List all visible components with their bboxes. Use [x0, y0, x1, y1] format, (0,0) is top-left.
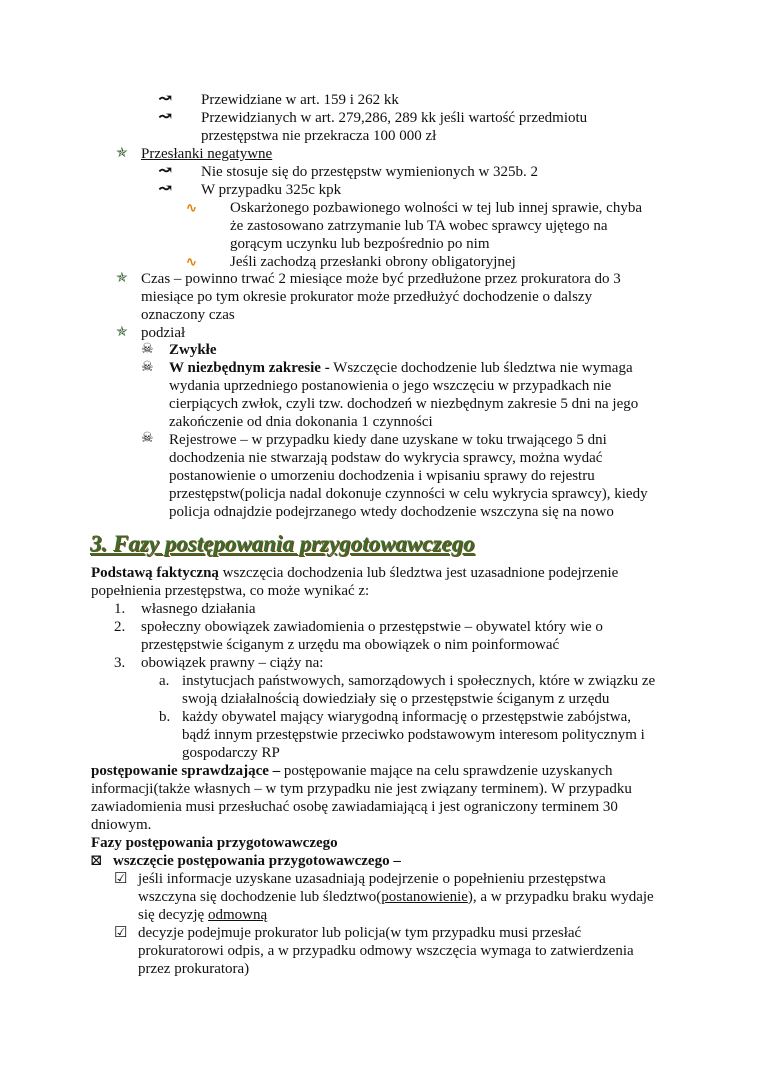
checkbox-bullet-icon: ☑ — [114, 925, 128, 941]
text-run: dochodzenia nie stwarzają podstaw do wykrycia sprawcy, — [169, 450, 520, 466]
text-line: informacji(także własnych – w tym przypadku nie jest związany terminem). W przypadku — [91, 781, 632, 797]
text-line — [138, 906, 267, 924]
underlined-term: odmowną — [207, 907, 268, 923]
text-run: wszczyna się dochodzenie lub śledztwo( — [138, 889, 382, 905]
text-line: Przewidziane w art. 159 i 262 kk — [201, 92, 399, 108]
text-run: można wydać — [519, 450, 603, 466]
list-letter: b. — [159, 709, 171, 725]
list-item: każdy obywatel mający wiarygodną informację o przestępstwie zabójstwa, — [182, 709, 631, 725]
text-line: Zwykłe — [169, 342, 217, 358]
list-item: instytucjach państwowych, samorządowych i społecznych, które w związku ze — [182, 673, 656, 689]
checkbox-bullet-icon: ☑ — [114, 871, 128, 887]
text-line: Nie stosuje się do przestępstw wymienionych w 325b. 2 — [201, 164, 539, 180]
text-line: prokuratorowi odpis, a w przypadku odmowy wszczęcia wymaga to zatwierdzenia — [138, 943, 634, 959]
bold-term: W niezbędnym zakresie - — [169, 360, 330, 376]
text-line — [91, 564, 618, 582]
text-line — [91, 762, 613, 780]
text-line: policja odnajdzie podejrzanego wtedy dochodzenie wszczyna się na nowo — [169, 504, 614, 520]
squiggle-bullet-icon: ↝ — [158, 161, 173, 180]
text-line: przestępstwa nie przekracza 100 000 zł — [201, 128, 437, 144]
text-line: popełnienia przestępstwa, co może wynikać z: — [91, 583, 370, 599]
text-line: dniowym. — [91, 817, 152, 833]
section-heading: 3. Fazy postępowania przygotowawczego — [90, 531, 475, 556]
text-run: postępowanie mające na celu sprawdzenie uzyskanych — [280, 763, 613, 779]
list-item: własnego działania — [141, 601, 256, 617]
text-line: wszczęcie postępowania przygotowawczego – — [113, 853, 401, 869]
text-line: zakończenie od dnia dokonania 1 czynności — [169, 414, 433, 430]
bold-term: postępowanie sprawdzające – — [91, 763, 281, 779]
text-line: gorącym uczynku lub bezpośrednio po nim — [230, 236, 490, 252]
skull-bullet-icon: ☠ — [141, 431, 154, 446]
text-run: przestępstw(policja nadal dokonuje czynności w celu wykrycia sprawcy), — [169, 486, 615, 502]
text-line: postanowienie o umorzeniu dochodzenia i wpisaniu sprawy do rejestru — [169, 468, 595, 484]
squiggle-bullet-icon: ↝ — [158, 89, 173, 108]
text-line: decyzje podejmuje prokurator lub policja(w tym przypadku musi przesłać — [138, 925, 582, 941]
text-run: wszczęcia dochodzenia lub śledztwa jest uzasadnione podejrzenie — [218, 565, 619, 581]
star-bullet-icon: ✯ — [116, 146, 128, 161]
list-item: swoją działalnością dowiedziały się o przestępstwie ściganym z urzędu — [182, 691, 610, 707]
text-line: że zastosowano zatrzymanie lub TA wobec sprawcy ujętego na — [230, 218, 608, 234]
underlined-term: postanowienie — [381, 889, 468, 905]
text-line: oznaczony czas — [141, 307, 235, 323]
text-line: Przewidzianych w art. 279,286, 289 kk jeśli wartość przedmiotu — [201, 110, 588, 126]
text-line: jeśli informacje uzyskane uzasadniają podejrzenie o popełnieniu przestępstwa — [138, 871, 606, 887]
list-item: społeczny obowiązek zawiadomienia o przestępstwie – obywatel który wie o — [141, 619, 603, 635]
wave-bullet-icon: ∿ — [186, 200, 197, 215]
cross-box-bullet-icon: ⊠ — [90, 853, 103, 869]
list-item: obowiązek prawny – ciąży na: — [141, 655, 324, 671]
star-bullet-icon: ✯ — [116, 271, 128, 286]
text-line: Czas – powinno trwać 2 miesiące może być przedłużone przez prokuratora do 3 — [141, 271, 621, 287]
text-run: się decyzję — [138, 907, 208, 923]
text-line: cierpiących zwłok, czyli tzw. dochodzeń w niezbędnym zakresie 5 dni na jego — [169, 396, 639, 412]
text-line: wydania uprzedniego postanowienia o jego wszczęciu w przypadkach nie — [169, 378, 612, 394]
text-run: Wszczęcie dochodzenie lub śledztwa nie wymaga — [329, 360, 633, 376]
squiggle-bullet-icon: ↝ — [158, 179, 173, 198]
text-line: podział — [141, 325, 186, 341]
list-item: przestępstwie ściganym z urzędu ma obowiązek o nim poinformować — [141, 637, 560, 653]
text-line: miesiące po tym okresie prokurator może przedłużyć dochodzenie o dalszy — [141, 289, 593, 305]
bold-term: Podstawą faktyczną — [91, 565, 219, 581]
text-line — [169, 485, 648, 503]
text-line — [169, 449, 602, 467]
squiggle-bullet-icon: ↝ — [158, 107, 173, 126]
list-number: 2. — [114, 619, 126, 635]
section-label: Przesłanki negatywne — [141, 146, 273, 162]
list-number: 1. — [114, 601, 126, 617]
text-line: przez prokuratora) — [138, 961, 250, 977]
text-line: Rejestrowe – w przypadku kiedy dane uzyskane w toku trwającego 5 dni — [169, 432, 607, 448]
text-run: ), a w przypadku braku wydaje — [467, 889, 654, 905]
skull-bullet-icon: ☠ — [141, 360, 154, 375]
subsection-title: Fazy postępowania przygotowawczego — [91, 835, 338, 851]
skull-bullet-icon: ☠ — [141, 342, 154, 357]
list-item: gospodarczy RP — [182, 745, 280, 761]
text-line: W przypadku 325c kpk — [201, 182, 342, 198]
text-line: Jeśli zachodzą przesłanki obrony obligatoryjnej — [230, 254, 516, 270]
wave-bullet-icon: ∿ — [186, 254, 197, 269]
list-letter: a. — [159, 673, 170, 689]
text-line — [169, 359, 633, 377]
text-line: Oskarżonego pozbawionego wolności w tej lub innej sprawie, chyba — [230, 200, 642, 216]
list-number: 3. — [114, 655, 126, 671]
text-line: zawiadomienia musi przesłuchać osobę zawiadamiającą i jest ograniczony terminem 30 — [91, 799, 618, 815]
star-bullet-icon: ✯ — [116, 325, 128, 340]
text-run: kiedy — [614, 486, 648, 502]
text-line — [138, 888, 654, 906]
list-item: bądź innym przestępstwie przeciwko podstawowym interesom politycznym i — [182, 727, 645, 743]
